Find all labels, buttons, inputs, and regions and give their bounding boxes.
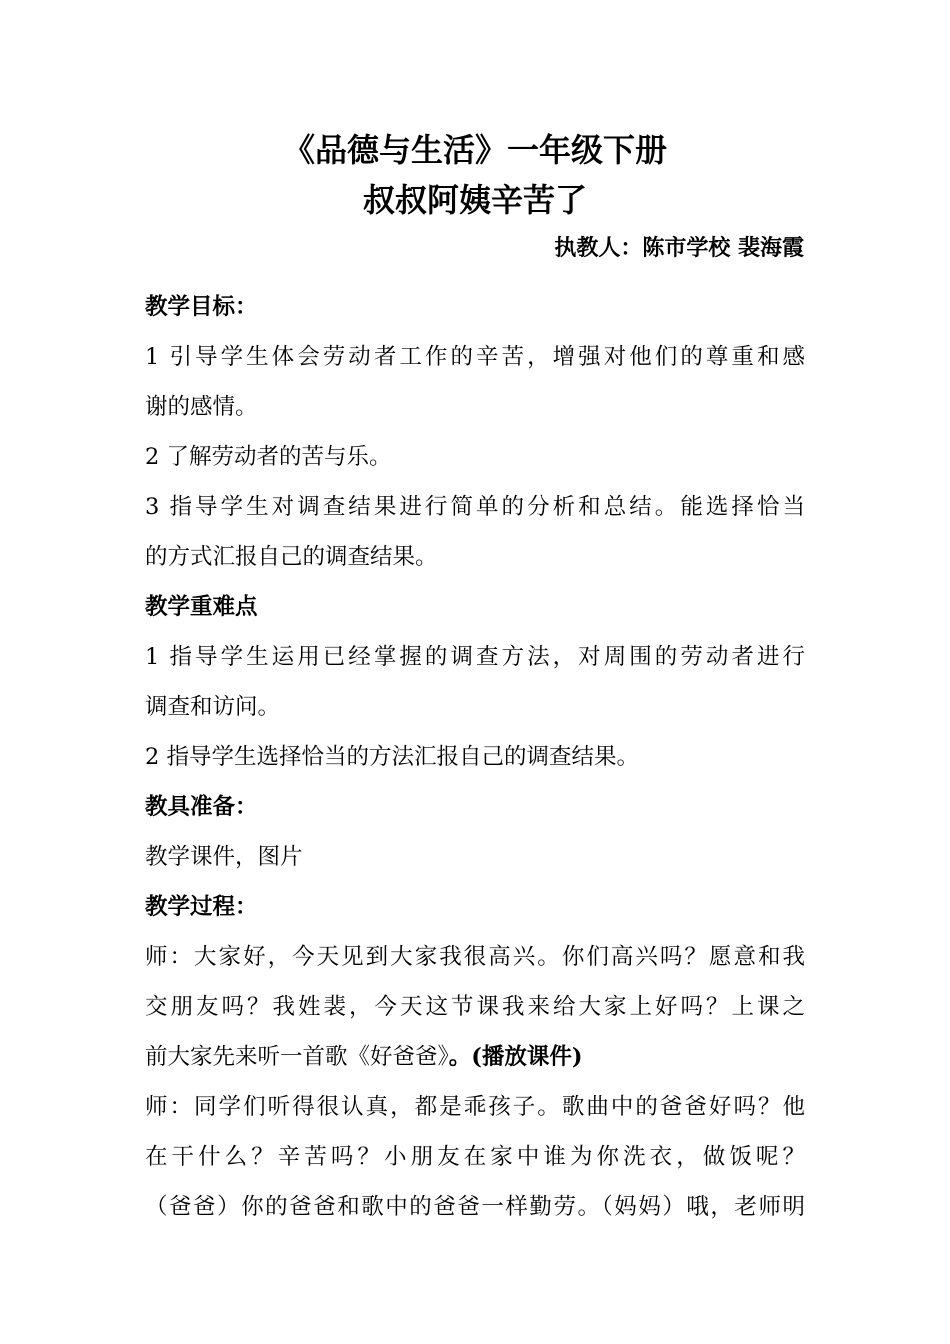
process-paragraph-1-line-3 — [145, 1032, 805, 1082]
process-paragraph-2-line-3: （爸爸）你的爸爸和歌中的爸爸一样勤劳。（妈妈）哦，老师明 — [145, 1194, 805, 1220]
play-courseware-note: 。(播放课件) — [448, 1044, 583, 1070]
document-title: 《品德与生活》一年级下册 — [282, 131, 667, 169]
goal-item-2: 2 了解劳动者的苦与乐。 — [145, 444, 392, 470]
key-point-2: 2 指导学生选择恰当的方法汇报自己的调查结果。 — [145, 744, 639, 770]
key-points-heading: 教学重难点 — [145, 594, 258, 620]
process-paragraph-1-line-3-text: 前大家先来听一首歌《好爸爸》 — [145, 1044, 449, 1070]
key-point-1-line-1: 1 指导学生运用已经掌握的调查方法，对周围的劳动者进行 — [145, 644, 805, 670]
materials-text: 教学课件，图片 — [145, 844, 303, 870]
author-line: 执教人：陈市学校 裴海霞 — [554, 235, 804, 261]
goals-heading: 教学目标： — [145, 294, 258, 320]
materials-heading: 教具准备： — [145, 794, 258, 820]
goal-item-3-line-2: 的方式汇报自己的调查结果。 — [145, 544, 438, 570]
process-paragraph-2-line-1: 师：同学们听得很认真，都是乖孩子。歌曲中的爸爸好吗？他 — [145, 1094, 805, 1120]
goal-item-1-line-1: 1 引导学生体会劳动者工作的辛苦，增强对他们的尊重和感 — [145, 344, 805, 370]
goal-item-3-line-1: 3 指导学生对调查结果进行简单的分析和总结。能选择恰当 — [145, 494, 805, 520]
lesson-title: 叔叔阿姨辛苦了 — [362, 181, 587, 219]
goal-item-1-line-2: 谢的感情。 — [145, 394, 258, 420]
process-heading: 教学过程： — [145, 894, 258, 920]
key-point-1-line-2: 调查和访问。 — [145, 694, 281, 720]
process-paragraph-1-line-1: 师：大家好，今天见到大家我很高兴。你们高兴吗？愿意和我 — [145, 944, 805, 970]
document-body — [145, 282, 805, 1232]
process-paragraph-1-line-2: 交朋友吗？我姓裴，今天这节课我来给大家上好吗？上课之 — [145, 994, 805, 1020]
process-paragraph-2-line-2: 在干什么？辛苦吗？小朋友在家中谁为你洗衣，做饭呢？ — [145, 1144, 805, 1170]
